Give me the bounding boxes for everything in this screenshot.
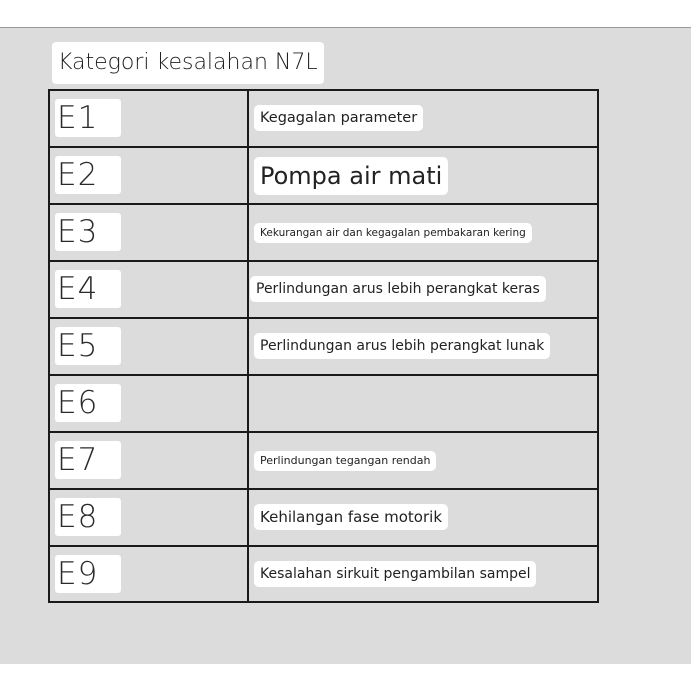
error-description: Perlindungan arus lebih perangkat lunak [254,333,550,359]
page-title: Kategori kesalahan N7L [52,42,324,84]
column-divider [247,376,249,431]
table-row [50,317,597,374]
table-row [50,146,597,203]
error-code: E4 [55,270,121,308]
table-row [50,260,597,317]
error-code: E6 [55,384,121,422]
error-code: E2 [55,156,121,194]
table-row [50,431,597,488]
error-description: Perlindungan arus lebih perangkat keras [250,276,546,302]
column-divider [247,91,249,148]
error-description: Kesalahan sirkuit pengambilan sampel [254,561,536,587]
column-divider [247,262,249,317]
error-code-table [48,89,599,603]
error-description: Kekurangan air dan kegagalan pembakaran kering [254,223,532,243]
column-divider [247,319,249,374]
error-description: Kegagalan parameter [254,105,423,131]
error-description: Pompa air mati [254,157,448,195]
table-row [50,203,597,260]
column-divider [247,547,249,602]
error-code: E8 [55,498,121,536]
column-divider [247,148,249,203]
table-row [50,488,597,545]
table-row [50,374,597,431]
column-divider [247,205,249,260]
table-row [50,91,597,148]
error-description: Kehilangan fase motorik [254,504,448,530]
error-code: E1 [55,99,121,137]
error-code: E9 [55,555,121,593]
error-code: E3 [55,213,121,251]
table-row [50,545,597,602]
column-divider [247,490,249,545]
error-code: E5 [55,327,121,365]
column-divider [247,433,249,488]
error-code: E7 [55,441,121,479]
error-description: Perlindungan tegangan rendah [254,451,436,471]
